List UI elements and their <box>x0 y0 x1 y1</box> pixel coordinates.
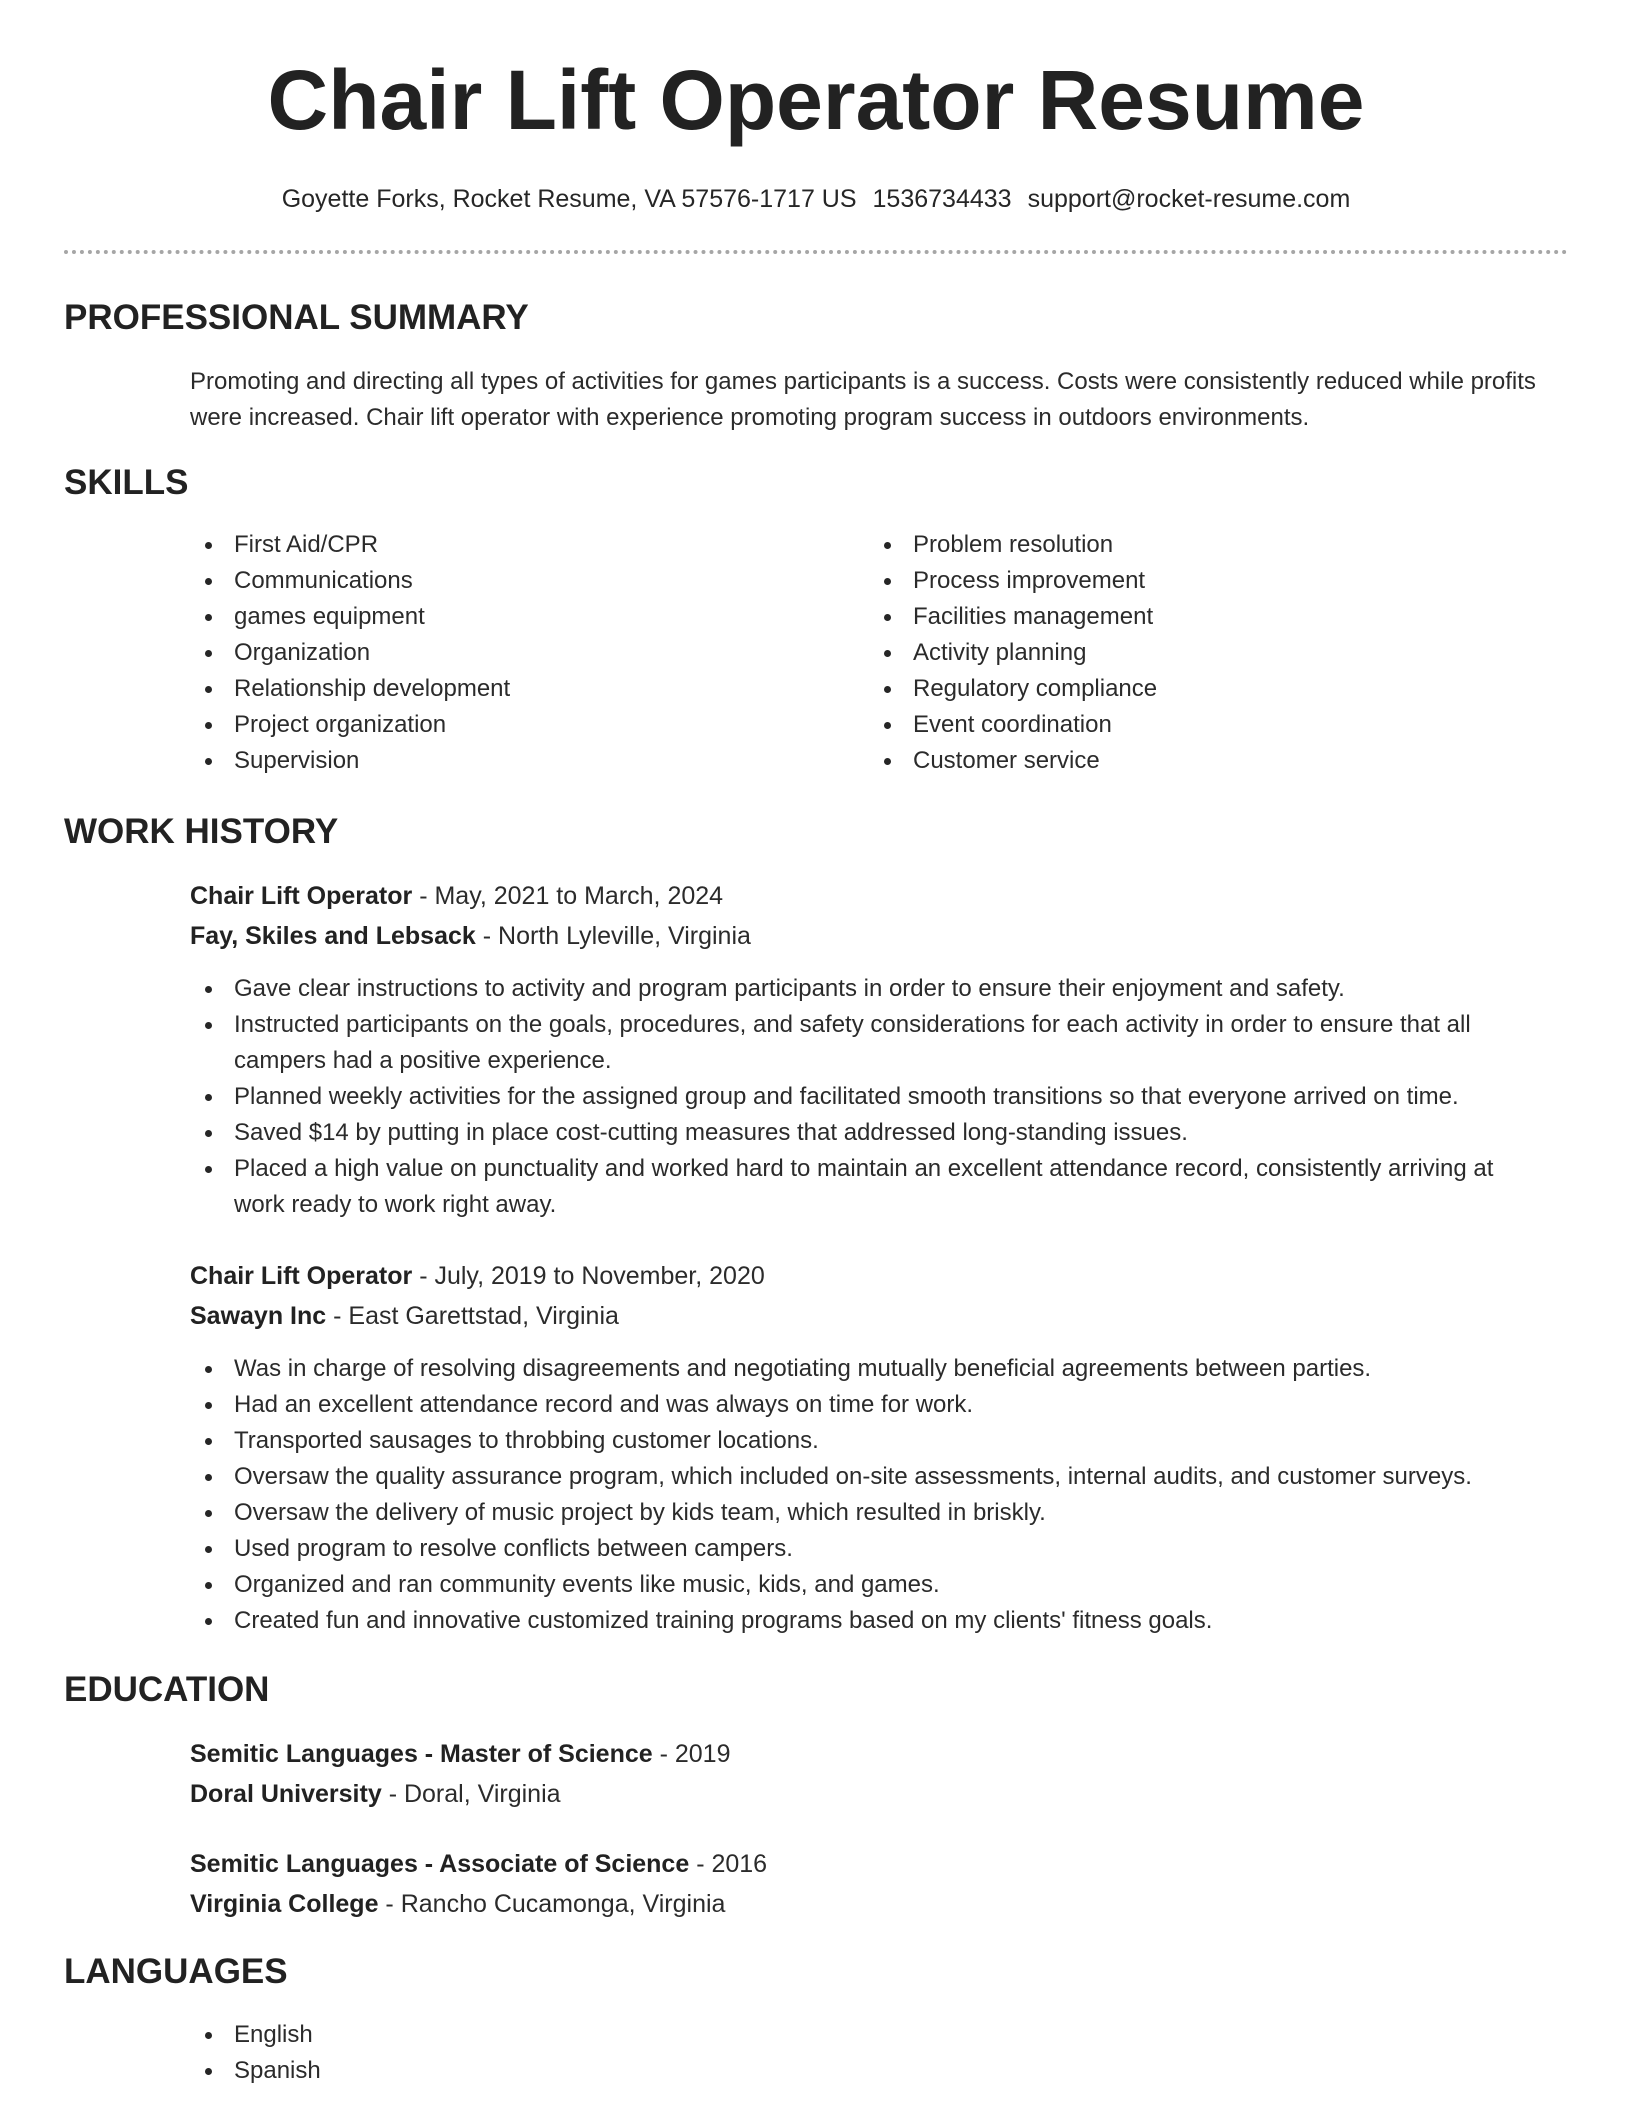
job-dates: - May, 2021 to March, 2024 <box>412 882 724 910</box>
job-title-line <box>190 1260 765 1292</box>
job-bullet: Organized and ran community events like music, kids, and games. <box>190 1567 1550 1603</box>
skill-item: Communications <box>190 563 830 599</box>
skill-item: Customer service <box>869 743 1529 779</box>
languages-list <box>190 2017 790 2089</box>
skills-list-left <box>190 527 830 779</box>
contact-line <box>0 184 1632 214</box>
job-bullet: Saved $14 by putting in place cost-cutting measures that addressed long-standing issues. <box>190 1115 1550 1151</box>
summary-heading: PROFESSIONAL SUMMARY <box>64 298 529 337</box>
language-item: Spanish <box>190 2053 790 2089</box>
contact-address: Goyette Forks, Rocket Resume, VA 57576-1717 US <box>281 185 857 213</box>
skill-item: Regulatory compliance <box>869 671 1529 707</box>
skills-list-right <box>869 527 1529 779</box>
education-school: Doral University <box>190 1780 382 1808</box>
work-heading: WORK HISTORY <box>64 812 339 851</box>
education-location: - Doral, Virginia <box>381 1780 561 1808</box>
job-company-line <box>190 920 751 952</box>
job-title: Chair Lift Operator <box>190 882 413 910</box>
job-bullet: Gave clear instructions to activity and program participants in order to ensure their enjoyment and safety. <box>190 971 1550 1007</box>
education-school-line <box>190 1778 561 1810</box>
job-company: Fay, Skiles and Lebsack <box>190 922 476 950</box>
skill-item: Process improvement <box>869 563 1529 599</box>
education-location: - Rancho Cucamonga, Virginia <box>378 1890 726 1918</box>
education-degree: Semitic Languages - Associate of Science <box>190 1850 690 1878</box>
job-bullet: Transported sausages to throbbing customer locations. <box>190 1423 1550 1459</box>
education-school-line <box>190 1888 725 1920</box>
job-bullet: Instructed participants on the goals, procedures, and safety considerations for each activity in order to ensure that all campers had a positive experience. <box>190 1007 1550 1079</box>
job-dates: - July, 2019 to November, 2020 <box>412 1262 765 1290</box>
job-bullets <box>190 971 1550 1223</box>
skill-item: games equipment <box>190 599 830 635</box>
job-bullet: Oversaw the delivery of music project by kids team, which resulted in briskly. <box>190 1495 1550 1531</box>
skill-item: First Aid/CPR <box>190 527 830 563</box>
job-title: Chair Lift Operator <box>190 1262 413 1290</box>
skill-item: Activity planning <box>869 635 1529 671</box>
job-bullet: Planned weekly activities for the assigned group and facilitated smooth transitions so that everyone arrived on time. <box>190 1079 1550 1115</box>
education-heading: EDUCATION <box>64 1670 270 1709</box>
contact-phone: 1536734433 <box>872 185 1012 213</box>
skill-item: Project organization <box>190 707 830 743</box>
skill-item: Facilities management <box>869 599 1529 635</box>
education-year: - 2016 <box>689 1850 768 1878</box>
job-location: - East Garettstad, Virginia <box>326 1302 619 1330</box>
resume-title: Chair Lift Operator Resume <box>267 53 1365 147</box>
education-school: Virginia College <box>190 1890 379 1918</box>
education-degree-line <box>190 1848 767 1880</box>
job-bullet: Used program to resolve conflicts between campers. <box>190 1531 1550 1567</box>
education-degree-line <box>190 1738 731 1770</box>
languages-heading: LANGUAGES <box>64 1952 288 1991</box>
skill-item: Relationship development <box>190 671 830 707</box>
skill-item: Event coordination <box>869 707 1529 743</box>
job-bullet: Oversaw the quality assurance program, which included on-site assessments, internal audits, and customer surveys. <box>190 1459 1550 1495</box>
job-location: - North Lyleville, Virginia <box>475 922 751 950</box>
job-bullets <box>190 1351 1550 1639</box>
skill-item: Organization <box>190 635 830 671</box>
job-title-line <box>190 880 723 912</box>
job-company-line <box>190 1300 619 1332</box>
job-bullet: Had an excellent attendance record and was always on time for work. <box>190 1387 1550 1423</box>
education-degree: Semitic Languages - Master of Science <box>190 1740 653 1768</box>
summary-text: Promoting and directing all types of activities for games participants is a success. Costs were consistently reduced while profits were increased. Chair lift operator with experience promoting program success in outdoors environments. <box>190 368 1536 431</box>
language-item: English <box>190 2017 790 2053</box>
skills-heading: SKILLS <box>64 463 189 502</box>
skill-item: Supervision <box>190 743 830 779</box>
skill-item: Problem resolution <box>869 527 1529 563</box>
contact-email: support@rocket-resume.com <box>1027 185 1351 213</box>
job-bullet: Placed a high value on punctuality and worked hard to maintain an excellent attendance record, consistently arriving at work ready to work right away. <box>190 1151 1550 1223</box>
header-divider <box>64 250 1568 254</box>
job-company: Sawayn Inc <box>190 1302 327 1330</box>
job-bullet: Was in charge of resolving disagreements and negotiating mutually beneficial agreements between parties. <box>190 1351 1550 1387</box>
education-year: - 2019 <box>652 1740 731 1768</box>
job-bullet: Created fun and innovative customized training programs based on my clients' fitness goals. <box>190 1603 1550 1639</box>
